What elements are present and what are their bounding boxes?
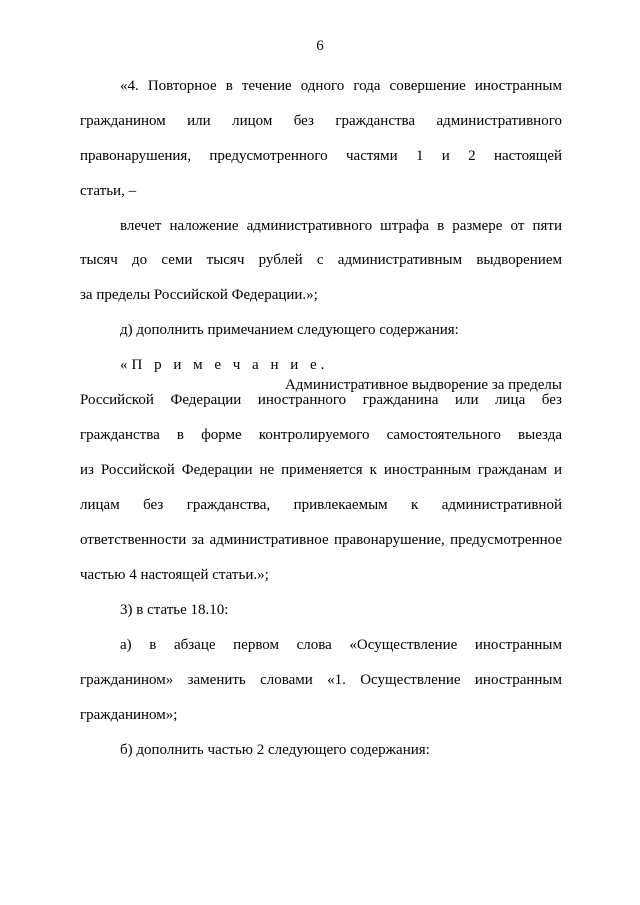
paragraph-line: лицам без гражданства, привлекаемым к административной — [80, 497, 562, 513]
paragraph-line: частью 4 настоящей статьи.»; — [80, 567, 269, 583]
paragraph-line: «4. Повторное в течение одного года совершение иностранным — [120, 78, 562, 94]
paragraph-line: правонарушения, предусмотренного частями 1 и 2 настоящей — [80, 148, 562, 164]
paragraph-line: гражданином»; — [80, 707, 178, 723]
paragraph-line: за пределы Российской Федерации.»; — [80, 287, 318, 303]
page-number: 6 — [316, 38, 324, 54]
paragraph-line: 3) в статье 18.10: — [120, 602, 229, 618]
paragraph-line: влечет наложение административного штрафа в размере от пяти — [120, 218, 562, 234]
note-heading-line — [120, 355, 562, 395]
note-label: «П р и м е ч а н и е. — [120, 357, 329, 373]
paragraph-line: д) дополнить примечанием следующего содержания: — [120, 322, 459, 338]
paragraph-line: гражданином» заменить словами «1. Осуществление иностранным — [80, 672, 562, 688]
paragraph-line: ответственности за административное правонарушение, предусмотренное — [80, 532, 562, 548]
paragraph-line: тысяч до семи тысяч рублей с административным выдворением — [80, 252, 562, 268]
paragraph-line: гражданином или лицом без гражданства административного — [80, 113, 562, 129]
paragraph-line: гражданства в форме контролируемого самостоятельного выезда — [80, 427, 562, 443]
paragraph-line: из Российской Федерации не применяется к иностранным гражданам и — [80, 462, 562, 478]
paragraph-line: статьи, – — [80, 183, 137, 199]
paragraph-line: а) в абзаце первом слова «Осуществление иностранным — [120, 637, 562, 653]
paragraph-line: б) дополнить частью 2 следующего содержания: — [120, 742, 430, 758]
paragraph-line: Российской Федерации иностранного гражданина или лица без — [80, 392, 562, 408]
note-text: Административное выдворение за пределы — [284, 377, 562, 393]
